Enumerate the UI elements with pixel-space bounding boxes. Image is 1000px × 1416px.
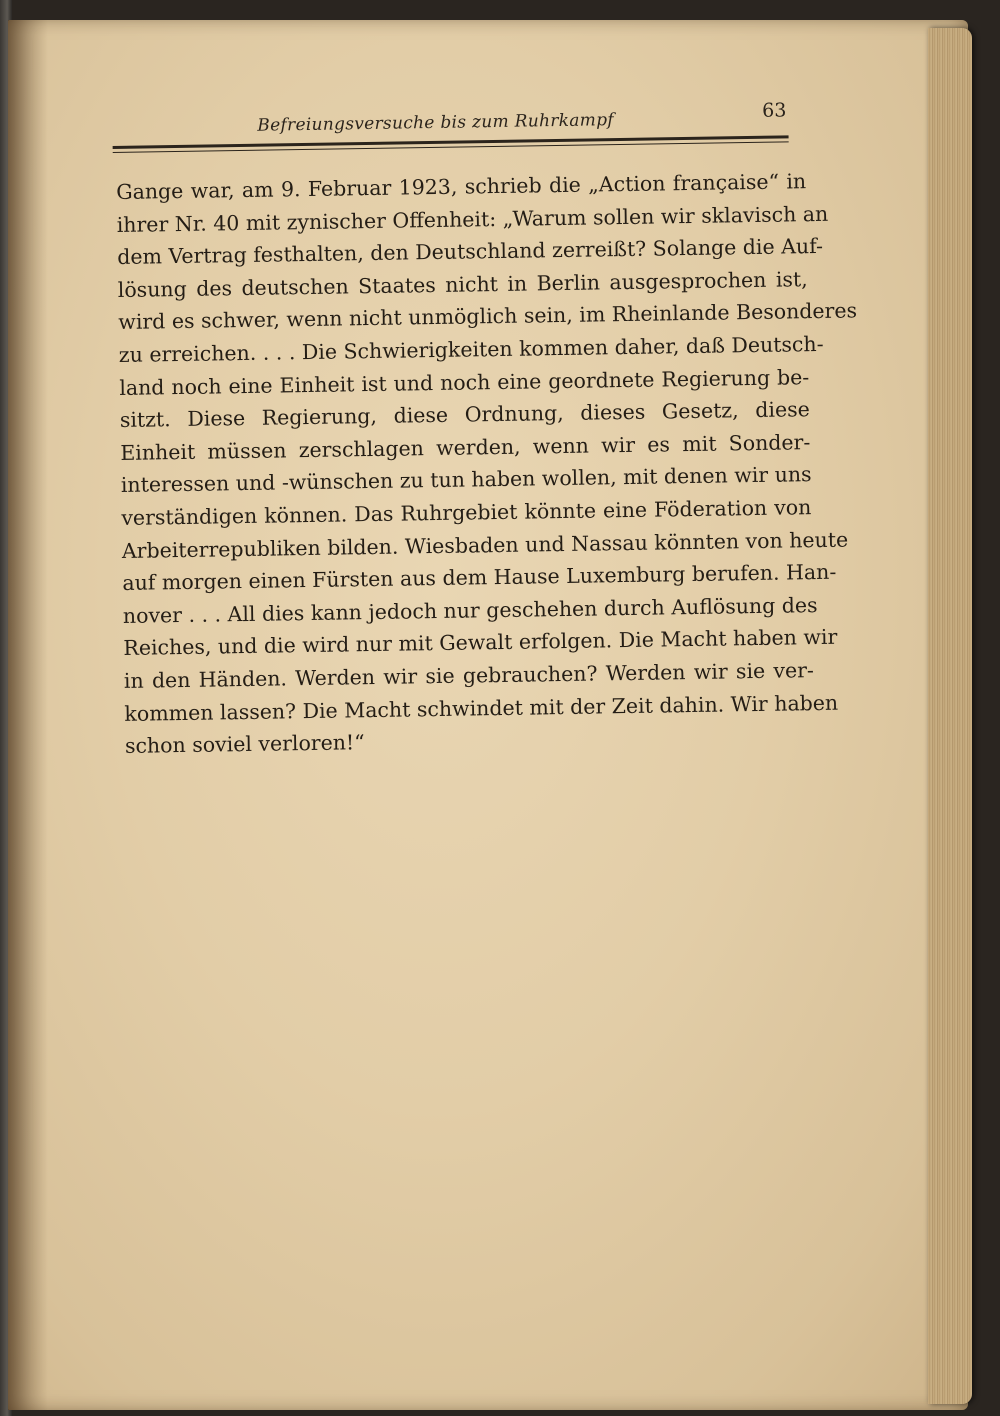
page-edges [928, 28, 972, 1404]
text-line: schon soviel verloren!“ [124, 730, 365, 759]
text-line: verständigen können. Das Ruhrgebiet könnte eine Föderation von [121, 495, 812, 530]
text-line: interessen und -wünschen zu tun haben wollen, mit denen wir uns [120, 462, 812, 498]
text-line: wird es schwer, wenn nicht unmöglich sein, im Rheinlande Besonderes [118, 298, 858, 335]
text-line: lösung des deutschen Staates nicht in Berlin ausgesprochen ist, [117, 266, 808, 302]
text-line: in den Händen. Werden wir sie gebrauchen? Werden wir sie ver- [123, 658, 815, 693]
text-line: Gange war, am 9. Februar 1923, schrieb die „Action française“ in [116, 169, 807, 204]
page-number: 63 [761, 99, 787, 122]
text-line: dem Vertrag festhalten, den Deutschland zerreißt? Solange die Auf- [117, 234, 824, 270]
text-line: kommen lassen? Die Macht schwindet mit der Zeit dahin. Wir haben [124, 690, 839, 726]
running-head-title: Befreiungsversuche bis zum Ruhrkampf [257, 110, 615, 136]
text-line: Einheit müssen zerschlagen werden, wenn wir es mit Sonder- [120, 429, 811, 465]
text-line: Arbeiterrepubliken bilden. Wiesbaden und Nassau könnten von heute [121, 527, 849, 563]
body-text [116, 165, 858, 762]
text-line: nover . . . All dies kann jedoch nur geschehen durch Auflösung des [122, 592, 818, 628]
text-line: zu erreichen. . . . Die Schwierigkeiten kommen daher, daß Deutsch- [118, 331, 824, 367]
text-line: sitzt. Diese Regierung, diese Ordnung, dieses Gesetz, diese [119, 397, 810, 433]
text-line: land noch eine Einheit ist und noch eine geordnete Regierung be- [119, 364, 810, 400]
text-line: Reiches, und die wird nur mit Gewalt erfolgen. Die Macht haben wir [123, 625, 838, 661]
text-line: auf morgen einen Fürsten aus dem Hause Luxemburg berufen. Han- [122, 559, 837, 596]
text-line: ihrer Nr. 40 mit zynischer Offenheit: „Warum sollen wir sklavisch an [116, 201, 829, 237]
gutter-shadow [8, 20, 48, 1410]
